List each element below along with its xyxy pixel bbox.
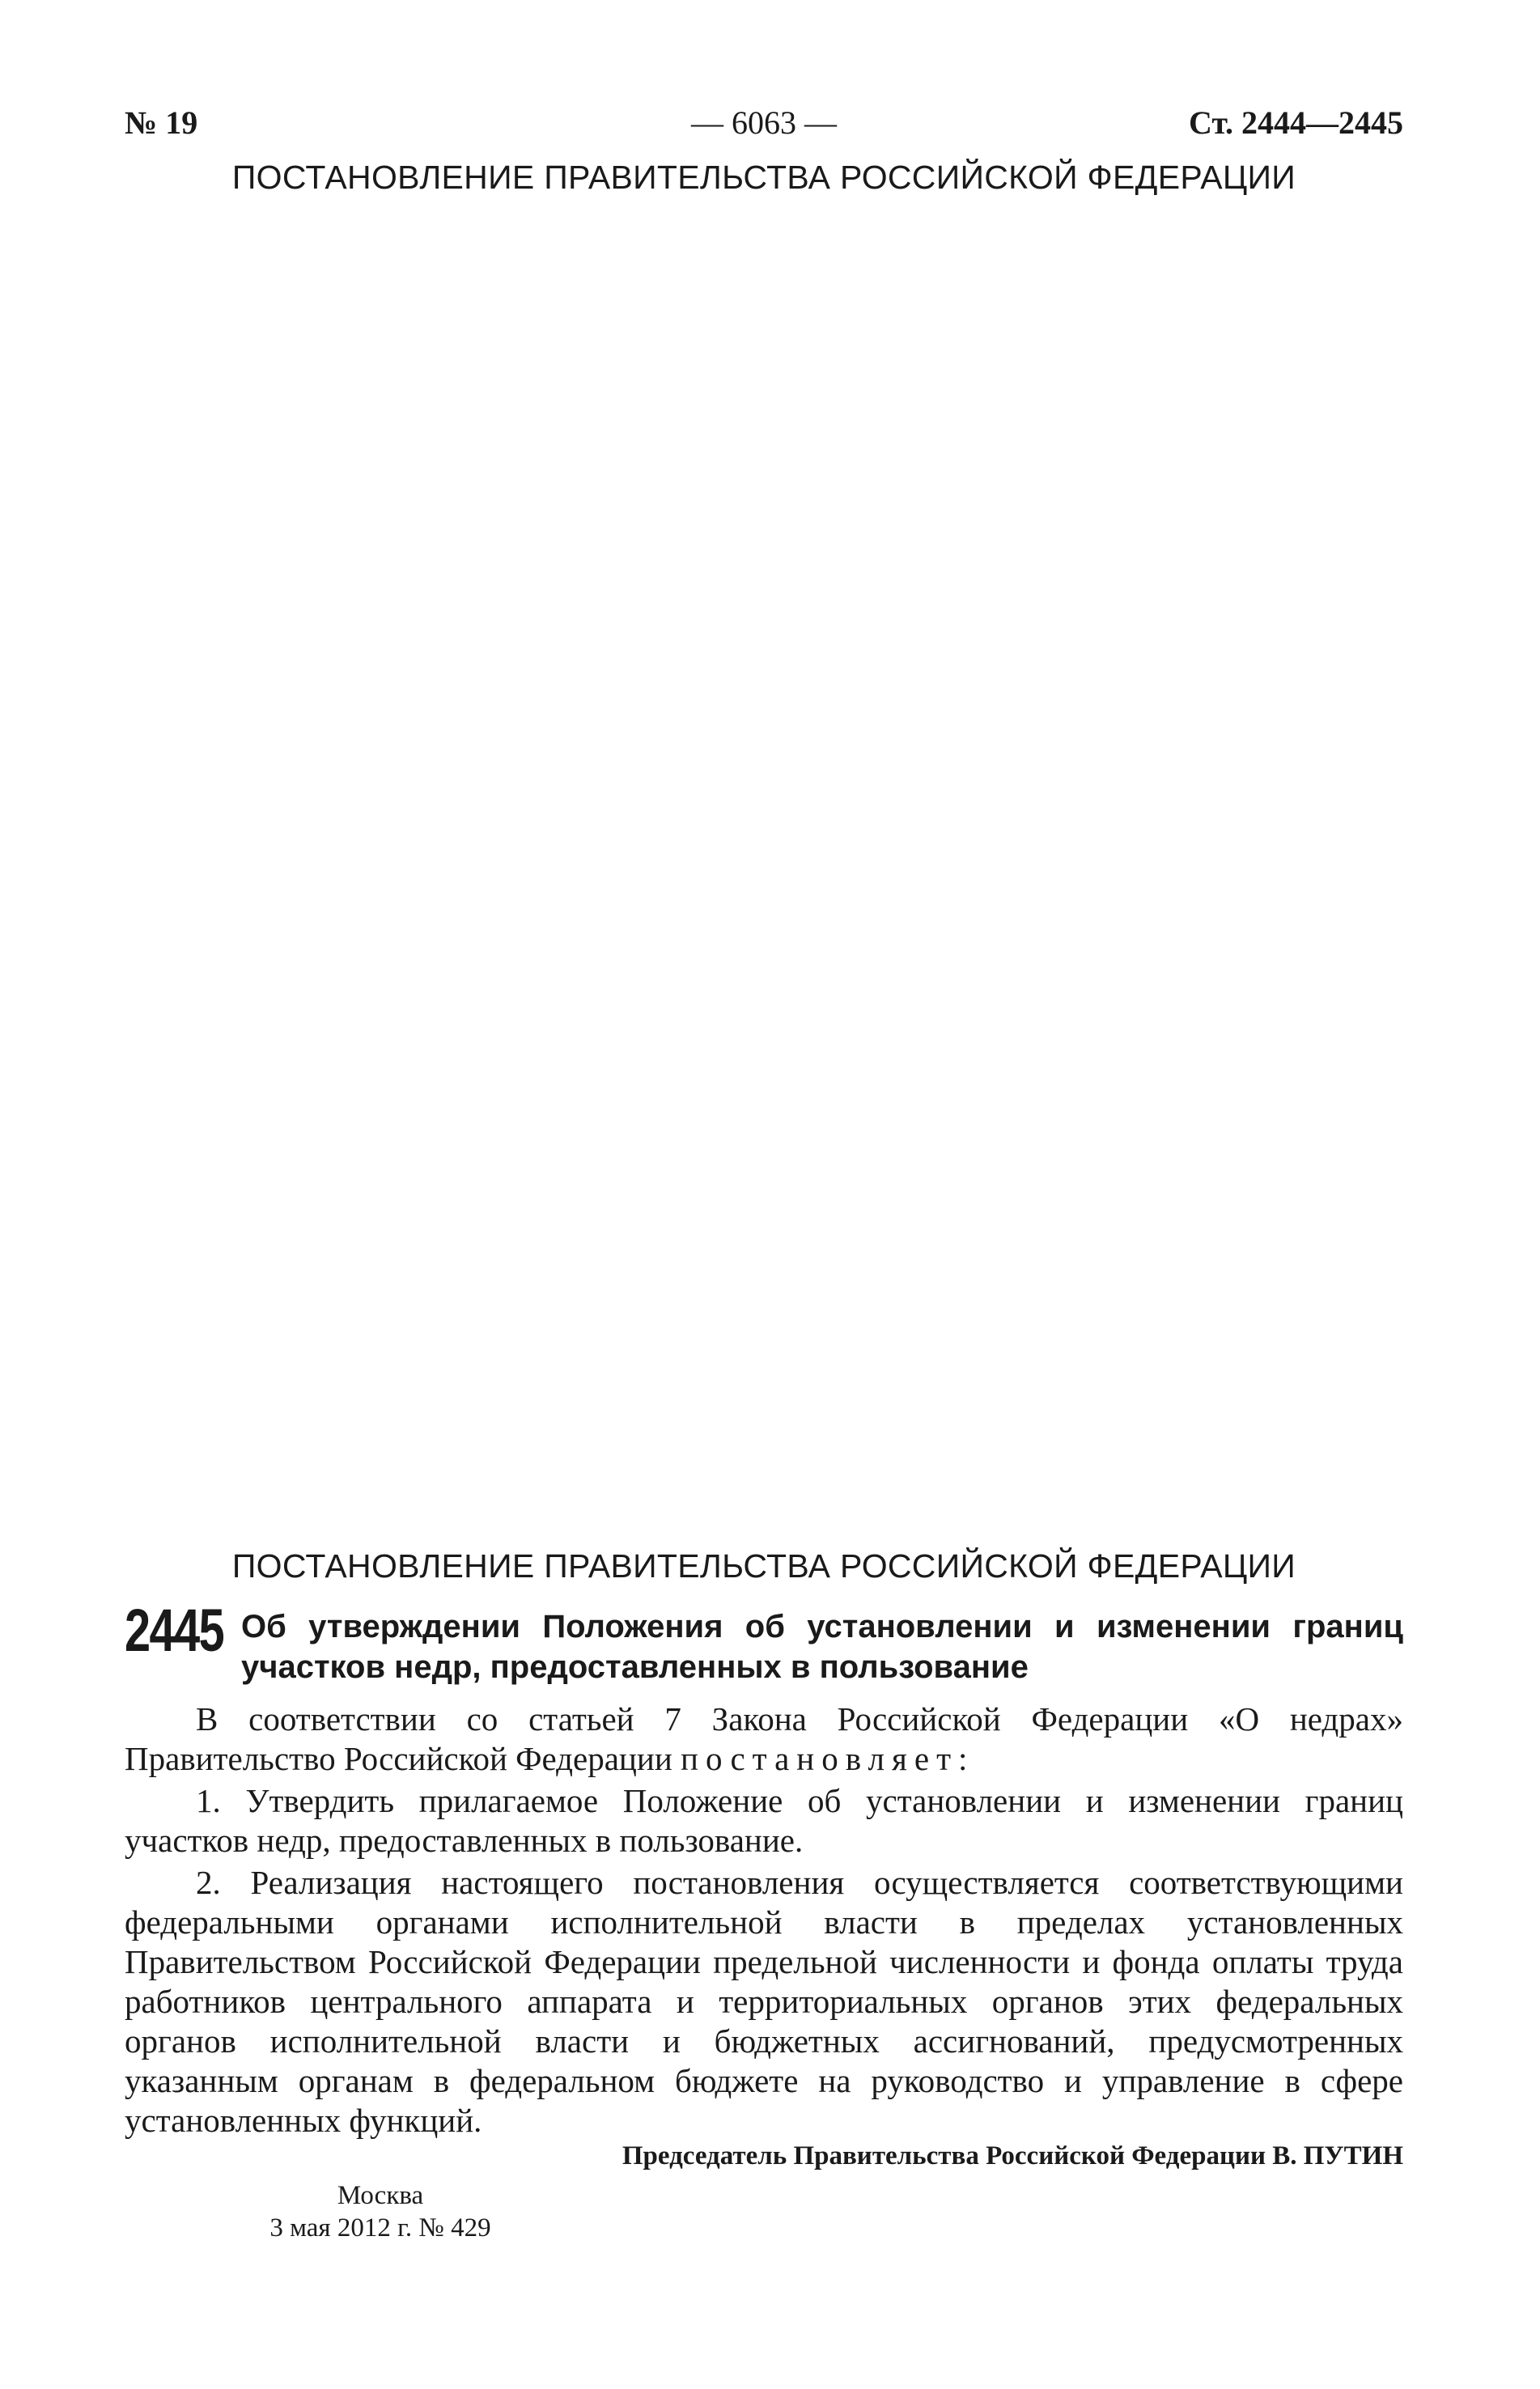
place-and-date <box>243 2179 518 2244</box>
issue-number: № 19 <box>125 104 198 141</box>
place: Москва <box>337 2181 424 2210</box>
running-head <box>125 104 1403 147</box>
page-number: — 6063 — <box>691 104 837 141</box>
upper-article-heading: ПОСТАНОВЛЕНИЕ ПРАВИТЕЛЬСТВА РОССИЙСКОЙ ФЕДЕРАЦИИ <box>231 159 1296 196</box>
preamble-resolves: постановляет: <box>681 1740 975 1777</box>
decree-item-1: 1. Утвердить прилагаемое Положение об установлении и изменении границ участков недр, предоставленных в пользование. <box>125 1782 1403 1859</box>
article-range: Ст. 2444—2445 <box>1189 104 1403 141</box>
decree-number: 2445 <box>125 1597 224 1664</box>
decree-preamble <box>125 1699 1403 1779</box>
date-number: 3 мая 2012 г. № 429 <box>269 2213 491 2243</box>
decree-body <box>125 1699 1403 2143</box>
preamble-text: В соответствии со статьей 7 Закона Российской Федерации «О недрах» Правительство Российской Федерации <box>125 1700 1403 1777</box>
decree-item-2: 2. Реализация настоящего постановления осуществляется соответствующими федеральными органами исполнительной власти в пределах установленных Правительством Российской Федерации предельной численности и фонда оплаты труда работников центрального аппарата и территориальных органов этих федеральных органов исполнительной власти и бюджетных ассигнований, предусмотренных указанным органам в федеральном бюджете на руководство и управление в сфере установленных функций. <box>125 1864 1403 2139</box>
decree-title: Об утверждении Положения об установлении и изменении границ участков недр, предоставленных в пользование <box>241 1609 1403 1685</box>
decree-heading: ПОСТАНОВЛЕНИЕ ПРАВИТЕЛЬСТВА РОССИЙСКОЙ ФЕДЕРАЦИИ <box>231 1547 1296 1585</box>
signature: Председатель Правительства Российской Федерации В. ПУТИН <box>622 2141 1403 2170</box>
